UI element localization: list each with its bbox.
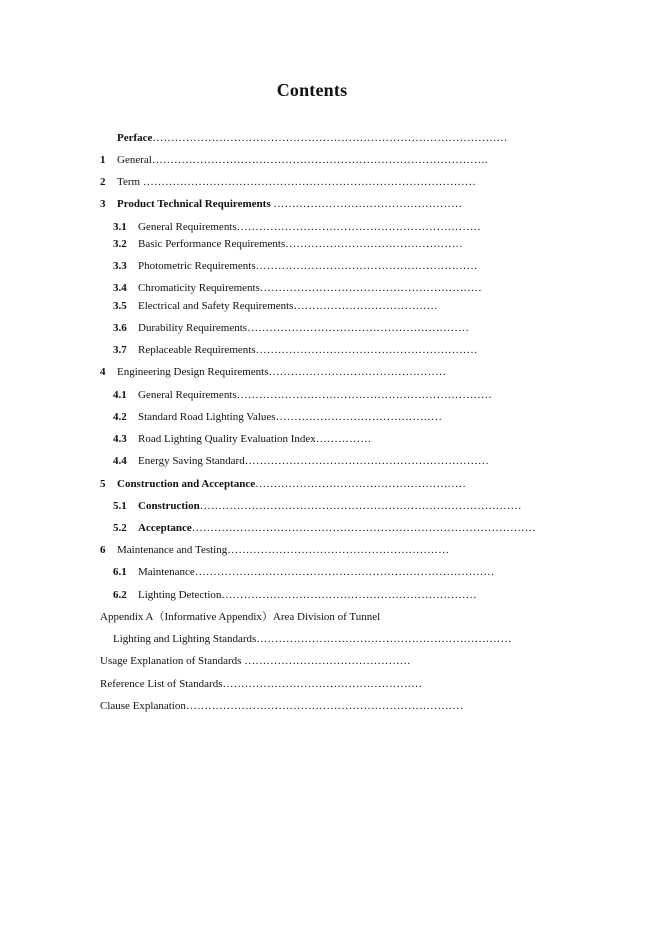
page-title: Contents — [276, 80, 348, 100]
toc-entry-number: 4.4 — [113, 455, 127, 467]
toc-leader-dots: ………………………………………………………………………………… — [191, 522, 536, 534]
toc-entry-preface[interactable] — [117, 131, 508, 145]
toc-entry-label: Term — [117, 176, 141, 188]
toc-entry-label: Durability Requirements — [138, 322, 248, 334]
toc-entry-label: Construction — [138, 500, 200, 512]
toc-entry-4-3[interactable] — [113, 432, 371, 446]
toc-entry-number: 3.6 — [113, 322, 127, 334]
toc-leader-dots: …………… — [315, 433, 372, 445]
toc-entry-label: Maintenance — [138, 566, 195, 578]
toc-leader-dots: …………………………………………………………… — [236, 389, 492, 401]
toc-entry-number: 5.1 — [113, 500, 127, 512]
toc-leader-dots: ……………………………………… — [275, 411, 443, 423]
toc-entry-3-4[interactable] — [113, 281, 482, 295]
toc-entry-3-2[interactable] — [113, 237, 463, 251]
toc-leader-dots: ……………………………………………… — [222, 678, 423, 690]
toc-leader-dots: ………………………………………………… — [255, 478, 467, 490]
toc-entry-3-1[interactable] — [113, 220, 481, 234]
toc-entry-4-1[interactable] — [113, 388, 492, 402]
toc-entry-label: Electrical and Safety Requirements — [138, 300, 294, 312]
toc-entry-number: 3.3 — [113, 260, 127, 272]
toc-leader-dots: …………………………………………… — [273, 198, 463, 210]
toc-leader-dots: …………………………………………………… — [259, 282, 482, 294]
toc-leader-dots: ………………………………………………………… — [244, 455, 489, 467]
toc-entry-appendix-a[interactable] — [100, 610, 380, 624]
toc-leader-dots: ………………………………………… — [268, 366, 447, 378]
toc-entry-label: Construction and Acceptance — [117, 478, 256, 490]
toc-leader-dots: ………………………………………………………………………………. — [151, 154, 488, 166]
toc-entry-label: Acceptance — [138, 522, 192, 534]
toc-leader-dots: …………………………………………………… — [255, 260, 478, 272]
toc-leader-dots: …………………………………………………… — [227, 544, 450, 556]
toc-entry-3-7[interactable] — [113, 343, 478, 357]
toc-entry-appendix-a-continued[interactable] — [113, 632, 512, 646]
toc-entry-1[interactable] — [100, 153, 488, 167]
toc-entry-number: 3.4 — [113, 282, 127, 294]
toc-entry-number: 3.2 — [113, 238, 127, 250]
toc-entry-number: 6.2 — [113, 589, 127, 601]
toc-entry-reference-list[interactable] — [100, 677, 422, 691]
toc-entry-label: Appendix A（Informative Appendix）Area Division of Tunnel — [100, 611, 381, 623]
toc-entry-number: 4.3 — [113, 433, 127, 445]
toc-leader-dots: …………………………………………………………………………………… — [152, 132, 508, 144]
toc-entry-label: Maintenance and Testing — [117, 544, 228, 556]
toc-entry-3[interactable] — [100, 197, 462, 211]
toc-leader-dots: ……………………………………………………………………………… — [142, 176, 476, 188]
toc-entry-label: General Requirements — [138, 221, 237, 233]
toc-entry-6-1[interactable] — [113, 565, 495, 579]
toc-entry-number: 6.1 — [113, 566, 127, 578]
toc-entry-label: Lighting Detection — [138, 589, 222, 601]
toc-entry-6-2[interactable] — [113, 588, 477, 602]
toc-leader-dots: ………………………………… — [293, 300, 438, 312]
toc-entry-number: 6 — [100, 544, 106, 556]
toc-entry-5-1[interactable] — [113, 499, 522, 513]
toc-entry-number: 3 — [100, 198, 106, 210]
toc-entry-label: General Requirements — [138, 389, 237, 401]
toc-entry-5-2[interactable] — [113, 521, 536, 535]
toc-entry-number: 3.1 — [113, 221, 127, 233]
toc-entry-label: Road Lighting Quality Evaluation Index — [138, 433, 316, 445]
toc-entry-label: Energy Saving Standard — [138, 455, 245, 467]
toc-entry-2[interactable] — [100, 175, 476, 189]
toc-entry-6[interactable] — [100, 543, 449, 557]
toc-entry-label: Product Technical Requirements — [117, 198, 271, 210]
toc-entry-number: 3.7 — [113, 344, 127, 356]
toc-leader-dots: …………………………………………………… — [255, 344, 478, 356]
toc-leader-dots: …………………………………………………………………………… — [199, 500, 522, 512]
toc-entry-number: 5.2 — [113, 522, 127, 534]
toc-entry-label: Chromaticity Requirements — [138, 282, 260, 294]
toc-entry-number: 1 — [100, 154, 106, 166]
toc-leader-dots: ………………………………………………………… — [236, 221, 481, 233]
toc-entry-label: Photometric Requirements — [138, 260, 256, 272]
toc-entry-clause-explanation[interactable] — [100, 699, 463, 713]
toc-leader-dots: ………………………………………………………………… — [185, 700, 464, 712]
toc-leader-dots: ………………………………………… — [285, 238, 463, 250]
toc-entry-number: 4.1 — [113, 389, 127, 401]
toc-entry-label: Engineering Design Requirements — [117, 366, 269, 378]
toc-entry-number: 2 — [100, 176, 106, 188]
toc-leader-dots: ……………………………………… — [244, 655, 411, 667]
toc-entry-label: Perface — [117, 132, 153, 144]
toc-leader-dots: ……………………………………………………………………… — [194, 566, 495, 578]
toc-leader-dots: …………………………………………………… — [247, 322, 470, 334]
toc-entry-label: Basic Performance Requirements — [138, 238, 286, 250]
toc-entry-label: Clause Explanation — [100, 700, 186, 712]
toc-entry-number: 3.5 — [113, 300, 127, 312]
toc-entry-4[interactable] — [100, 365, 446, 379]
toc-entry-3-5[interactable] — [113, 299, 438, 313]
toc-entry-number: 4.2 — [113, 411, 127, 423]
toc-entry-number: 4 — [100, 366, 106, 378]
toc-entry-label: Lighting and Lighting Standards — [113, 633, 257, 645]
toc-entry-number: 5 — [100, 478, 106, 490]
toc-entry-3-6[interactable] — [113, 321, 469, 335]
toc-leader-dots: …………………………………………………………… — [256, 633, 512, 645]
toc-entry-label: Usage Explanation of Standards — [100, 655, 242, 667]
toc-entry-label: Replaceable Requirements — [138, 344, 256, 356]
toc-entry-5[interactable] — [100, 477, 466, 491]
toc-entry-4-2[interactable] — [113, 410, 442, 424]
toc-entry-label: Reference List of Standards — [100, 678, 223, 690]
toc-leader-dots: …………………………………………………………… — [221, 589, 477, 601]
toc-entry-label: Standard Road Lighting Values — [138, 411, 276, 423]
toc-entry-3-3[interactable] — [113, 259, 478, 273]
toc-entry-usage-explanation[interactable] — [100, 654, 411, 668]
toc-entry-label: General — [117, 154, 152, 166]
toc-entry-4-4[interactable] — [113, 454, 489, 468]
